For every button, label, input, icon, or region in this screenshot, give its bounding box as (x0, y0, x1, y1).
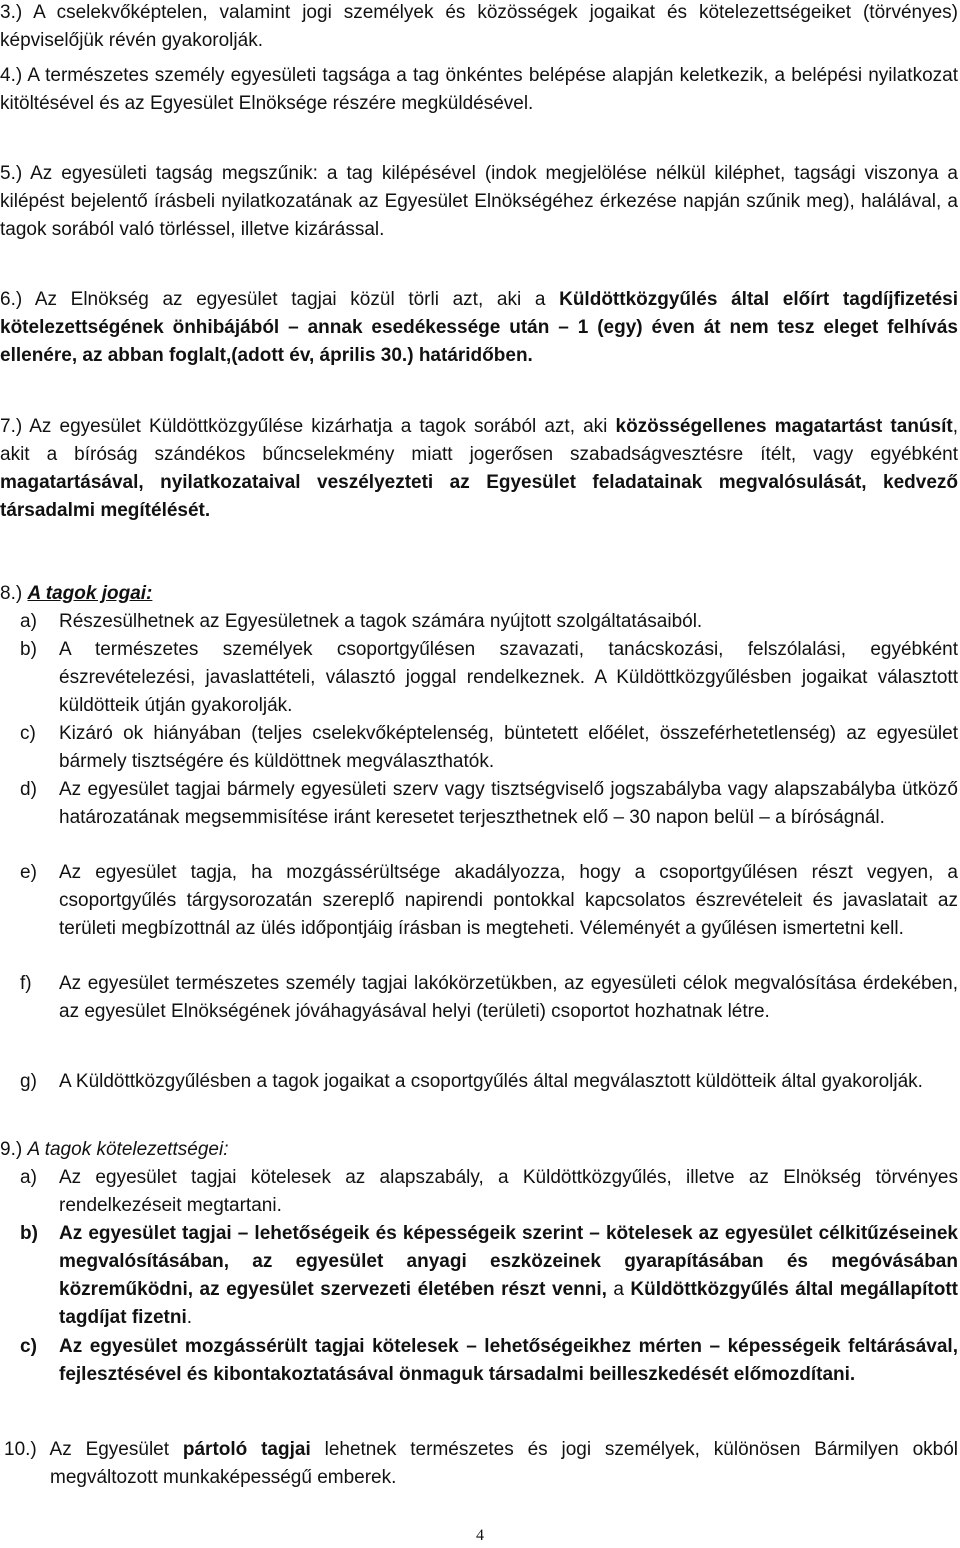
list-item (20, 1164, 958, 1220)
list-item-label: d) (20, 779, 37, 800)
list-item-bold-text: Küldöttközgyűlés által megállapított tagdíjat fizetni (59, 1279, 958, 1328)
paragraph-text: Az egyesület Küldöttközgyűlése kizárhatja a tagok sorából azt, aki (29, 416, 608, 437)
list-item (20, 859, 958, 943)
paragraph-number: 3.) (0, 2, 23, 23)
list-item-label: a) (20, 1167, 37, 1188)
list-item-text: . (186, 1307, 193, 1328)
list-item-text: A Küldöttközgyűlésben a tagok jogaikat a csoportgyűlés által megválasztott küldötteik által gyakorolják. (59, 1071, 923, 1092)
list-item (20, 1333, 958, 1389)
list-item-label: f) (20, 973, 32, 994)
page-number: 4 (476, 1527, 484, 1544)
list-item-label: c) (20, 1336, 37, 1357)
list-item-bold-text: Az egyesület tagjai – lehetőségeik és képességeik szerint – kötelesek az egyesület célkitűzéseinek megvalósításában, az egyesület anyagi eszközeinek gyarapításában és megóvásában közreműködni, az egyesület szervezeti életében részt venni, (59, 1223, 958, 1300)
list-item-label: a) (20, 611, 37, 632)
paragraph-4 (0, 62, 958, 118)
list-item (20, 720, 958, 776)
paragraph-9-heading (0, 1136, 958, 1164)
paragraph-text: A természetes személy egyesületi tagsága a tag önkéntes belépése alapján keletkezik, a belépési nyilatkozat kitöltésével és az Egyesület Elnöksége részére megküldésével. (0, 65, 958, 114)
list-item-label: e) (20, 862, 37, 883)
paragraph-number: 4.) (0, 65, 23, 86)
list-item-text: Az egyesület természetes személy tagjai lakókörzetükben, az egyesületi célok megvalósítása érdekében, az egyesület Elnökségének jóváhagyásával helyi (területi) csoportot hozhatnak létre. (59, 973, 958, 1022)
paragraph-number: 10.) (4, 1439, 37, 1460)
paragraph-10 (4, 1436, 958, 1492)
paragraph-number: 6.) (0, 289, 23, 310)
paragraph-text: Az Elnökség az egyesület tagjai közül törli azt, aki a (34, 289, 546, 310)
list-item (20, 1068, 958, 1096)
list-item-label: b) (20, 1223, 38, 1244)
paragraph-text: Az Egyesület (49, 1439, 170, 1460)
paragraph-8-heading (0, 580, 958, 608)
paragraph-text: A cselekvőképtelen, valamint jogi személyek és közösségek jogaikat és kötelezettségeiket (törvényes) képviselőjük révén gyakorolják. (0, 2, 958, 51)
paragraph-number: 9.) (0, 1139, 23, 1160)
paragraph-text: Az egyesületi tagság megszűnik: a tag kilépésével (indok megjelölése nélkül kiléphet, tagsági viszonya a kilépést bejelentő írásbeli nyilatkozatának az Egyesület Elnökségéhez érkezése napján szűnik meg), halálával, a tagok sorából való törléssel, illetve kizárással. (0, 163, 959, 240)
section-heading: A tagok jogai: (27, 583, 153, 604)
list-item-text: Az egyesület tagja, ha mozgássérültsége akadályozza, hogy a csoportgyűlésen részt vegyen, a csoportgyűlés tárgysorozatán szereplő napirendi pontokkal kapcsolatos észrevételeit és javaslatait az területi megbízottnál az ülés időpontjáig írásban is megteheti. Véleményét a gyűlésen ismertetni kell. (59, 862, 958, 939)
paragraph-bold-text: pártoló tagjai (182, 1439, 311, 1460)
paragraph-5 (0, 160, 958, 244)
list-item-label: b) (20, 639, 37, 660)
list-item-label: g) (20, 1071, 37, 1092)
paragraph-bold-text: magatartásával, nyilatkozataival veszélyezteti az Egyesület feladatainak megvalósulását, kedvező társadalmi megítélését. (0, 472, 958, 521)
paragraph-number: 7.) (0, 416, 23, 437)
paragraph-3 (0, 0, 958, 55)
paragraph-number: 5.) (0, 163, 23, 184)
list-item (20, 1220, 958, 1332)
list-item (20, 776, 958, 832)
paragraph-text: , akit a bíróság szándékos bűncselekmény miatt jogerősen szabadságvesztésre ítélt, vagy egyébként (0, 416, 958, 465)
list-item-bold-text: Az egyesület mozgássérült tagjai kötelesek – lehetőségeikhez mérten – képességeik feltárásával, fejlesztésével és kibontakoztatásával önmaguk társadalmi beilleszkedését előmozdítani. (59, 1336, 958, 1385)
list-item (20, 608, 958, 636)
paragraph-text: lehetnek természetes és jogi személyek, különösen Bármilyen okból megváltozott munkaképességű emberek. (50, 1439, 959, 1488)
list-item-text: Az egyesület tagjai bármely egyesületi szerv vagy tisztségviselő jogszabályba vagy alapszabályba ütköző határozatának megsemmisítése iránt keresetet terjeszthetnek elő – 30 napon belül – a bíróságnál. (59, 779, 958, 828)
list-item-label: c) (20, 723, 36, 744)
list-item (20, 970, 958, 1026)
section-heading: A tagok kötelezettségei: (27, 1139, 229, 1160)
list-item-text: Kizáró ok hiányában (teljes cselekvőképtelenség, büntetett előélet, összeférhetetlenség) az egyesület bármely tisztségére és küldöttnek megválaszthatók. (59, 723, 958, 772)
list-item-text: A természetes személyek csoportgyűlésen szavazati, tanácskozási, felszólalási, egyébként észrevételezési, javaslattételi, választó joggal rendelkeznek. A Küldöttközgyűlésben jogaikat választott küldötteik útján gyakorolják. (59, 639, 958, 716)
paragraph-6 (0, 286, 958, 370)
paragraph-bold-text: közösségellenes magatartást tanúsít (615, 416, 953, 437)
list-item-text: Részesülhetnek az Egyesületnek a tagok számára nyújtott szolgáltatásaiból. (59, 611, 703, 632)
list-item-text: Az egyesület tagjai kötelesek az alapszabály, a Küldöttközgyűlés, illetve az Elnökség törvényes rendelkezéseit megtartani. (59, 1167, 958, 1216)
paragraph-number: 8.) (0, 583, 23, 604)
paragraph-7 (0, 413, 958, 525)
list-item (20, 636, 958, 720)
list-item-text: a (613, 1279, 624, 1300)
paragraph-bold-text: Küldöttközgyűlés által előírt tagdíjfizetési kötelezettségének önhibájából – annak esedékessége után – 1 (egy) éven át nem tesz eleget felhívás ellenére, az abban foglalt,(adott év, április 30.) határidőben. (0, 289, 958, 366)
